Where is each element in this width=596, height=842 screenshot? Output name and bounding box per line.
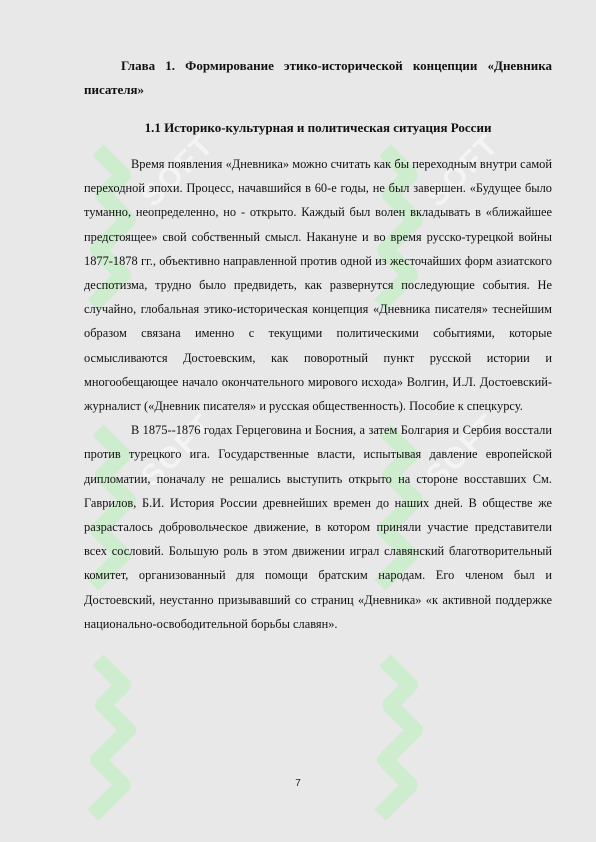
section-title: 1.1 Историко-культурная и политическая ситуация России — [144, 120, 492, 135]
watermark-text: SOFT — [420, 407, 506, 494]
chapter-title: Глава 1. Формирование этико-исторической концепции «Дневника писателя» — [84, 58, 552, 97]
watermark-text: SOFT — [135, 127, 221, 214]
paragraph: В 1875--1876 годах Герцеговина и Босния, а затем Болгария и Сербия восстали против турецкого ига. Государственные власти, испытывая давление европейской дипломатии, поначалу не решались выступить открыто на стороне восставших См. Гаврилов, Б.И. История России древнейших времен до наших дней. В обществе же разрасталось добровольческое движение, в котором приняли участие представители всех сословий. Большую роль в этом движении играл славянский благотворительный комитет, организованный для помощи братским народам. Его членом был и Достоевский, неустанно призывавший со страниц «Дневника» «к активной поддержке национально-освободительной борьбы славян». — [84, 423, 552, 631]
document-body — [84, 54, 552, 636]
page-number: 7 — [295, 778, 301, 789]
paragraph: Время появления «Дневника» можно считать как бы переходным внутри самой переходной эпохи. Процесс, начавшийся в 60-е годы, не был завершен. «Будущее было туманно, неопределенно, но - открыто. Каждый был волен вкладывать в «ближайшее предстоящее» свой собственный смысл. Накануне и во время русско-турецкой войны 1877-1878 гг., объективно направленной против одной из жесточайших форм азиатского деспотизма, трудно было предвидеть, как развернутся последующие события. Не случайно, глобальная этико-историческая концепция «Дневника писателя» теснейшим образом связана именно с текущими политическими событиями, которые осмысливаются Достоевским, как поворотный пункт русской истории и многообещающее начало окончательного мирового исхода» Волгин, И.Л. Достоевский-журналист («Дневник писателя» и русская общественность). Пособие к спецкурсу. — [84, 157, 552, 414]
watermark-text: SOFT — [420, 127, 506, 214]
watermark-logo-icon — [78, 650, 148, 820]
watermark-text: SOFT — [135, 407, 221, 494]
watermark-logo-icon — [365, 650, 435, 820]
